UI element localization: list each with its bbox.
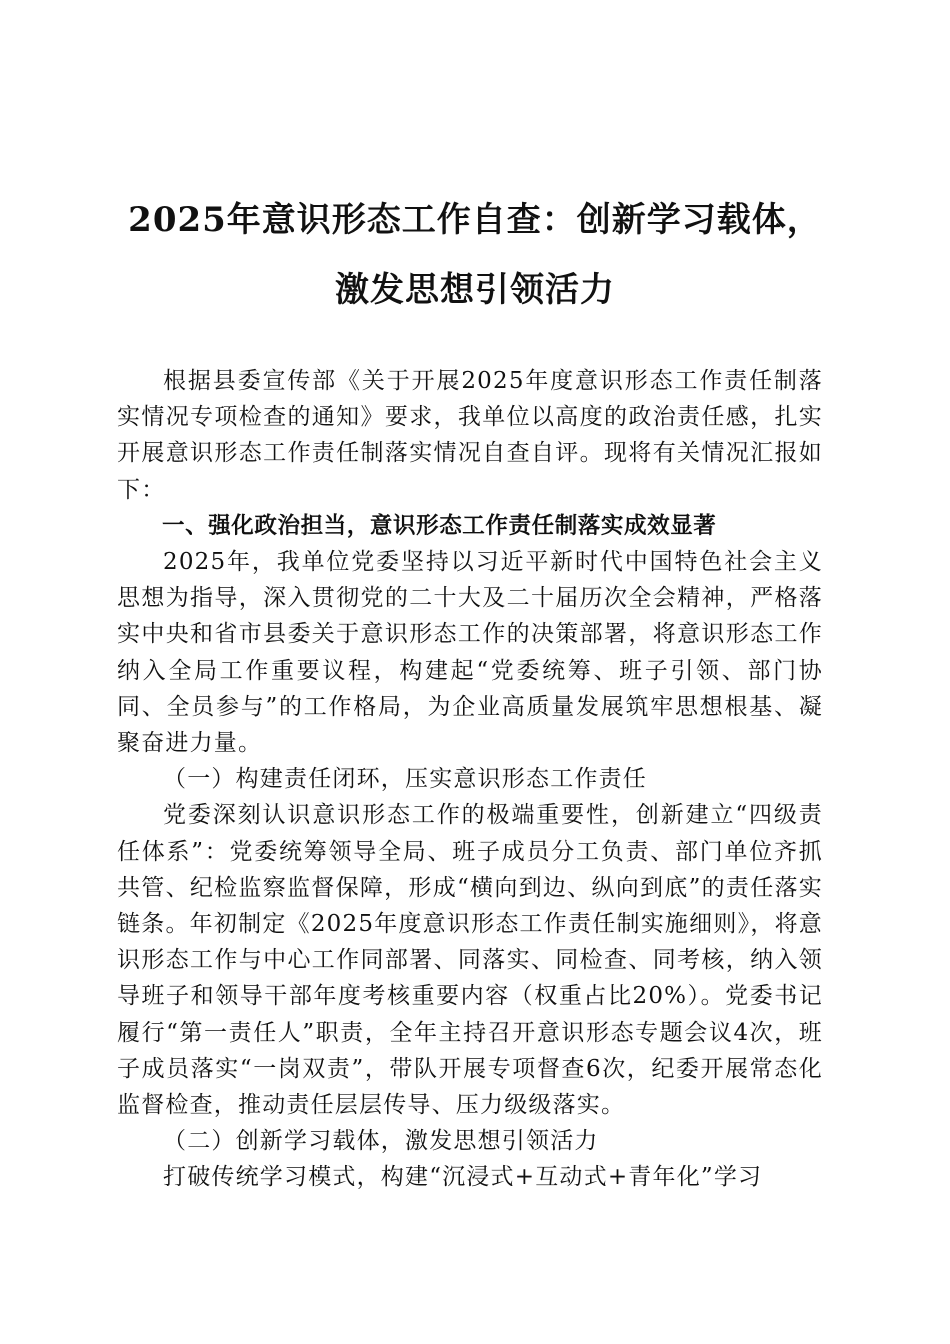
section-1-paragraph: 2025年，我单位党委坚持以习近平新时代中国特色社会主义思想为指导，深入贯彻党的二十大及二十届历次全会精神，严格落实中央和省市县委关于意识形态工作的决策部署，将意识形态工作纳入全局工作重要议程，构建起“党委统筹、班子引领、部门协同、全员参与”的工作格局，为企业高质量发展筑牢思想根基、凝聚奋进力量。	[117, 549, 823, 757]
document-title-line-1: 2025年意识形态工作自查：创新学习载体，	[128, 200, 822, 240]
document-body	[117, 363, 823, 1196]
subsection-2-paragraph: 打破传统学习模式，构建“沉浸式+互动式+青年化”学习	[163, 1164, 763, 1191]
document-title-line-2: 激发思想引领活力	[335, 270, 615, 310]
subsection-heading-1: （一）构建责任闭环，压实意识形态工作责任	[163, 766, 647, 793]
section-heading-1: 一、强化政治担当，意识形态工作责任制落实成效显著	[162, 512, 717, 539]
subsection-heading-2: （二）创新学习载体，激发思想引领活力	[163, 1128, 599, 1155]
intro-paragraph: 根据县委宣传部《关于开展2025年度意识形态工作责任制落实情况专项检查的通知》要求，我单位以高度的政治责任感，扎实开展意识形态工作责任制落实情况自查自评。现将有关情况汇报如下：	[117, 368, 823, 503]
subsection-1-paragraph: 党委深刻认识意识形态工作的极端重要性，创新建立“四级责任体系”：党委统筹领导全局、班子成员分工负责、部门单位齐抓共管、纪检监察监督保障，形成“横向到边、纵向到底”的责任落实链条。年初制定《2025年度意识形态工作责任制实施细则》，将意识形态工作与中心工作同部署、同落实、同检查、同考核，纳入领导班子和领导干部年度考核重要内容（权重占比20%）。党委书记履行“第一责任人”职责，全年主持召开意识形态专题会议4次，班子成员落实“一岗双责”，带队开展专项督查6次，纪委开展常态化监督检查，推动责任层层传导、压力级级落实。	[117, 802, 823, 1119]
